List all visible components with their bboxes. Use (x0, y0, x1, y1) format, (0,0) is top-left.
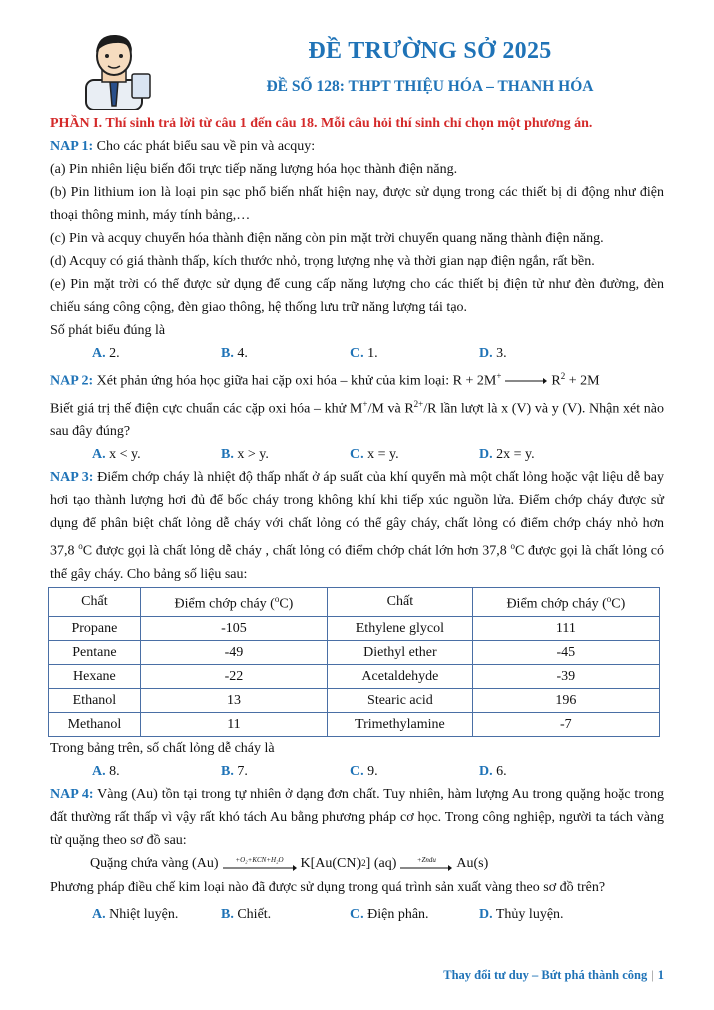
table-cell: 196 (472, 688, 659, 712)
table-header-cell (140, 587, 327, 616)
option-b[interactable] (221, 903, 350, 926)
option-d[interactable] (479, 903, 608, 926)
question-1-ask: Số phát biểu đúng là (50, 323, 166, 338)
option-letter: B. (221, 763, 234, 779)
option-text: 2x = y. (492, 447, 535, 463)
option-text: 2. (105, 346, 120, 361)
option-text: 4. (233, 346, 248, 361)
option-letter: A. (92, 906, 106, 922)
option-text: 3. (492, 346, 507, 361)
scheme-intermediate: K[Au(CN) (300, 856, 362, 872)
text-segment: C được gọi là chất lỏng có thể gây cháy. Cho bảng số liệu sau: (50, 543, 664, 582)
table-cell: -22 (140, 664, 327, 688)
question-1-stem (50, 135, 664, 158)
table-cell: 13 (140, 688, 327, 712)
text-segment: Biết giá trị thế điện cực chuẩn các cặp oxi hóa – khử M (50, 401, 363, 417)
table-cell: Trimethylamine (328, 712, 473, 736)
text-segment: /M và R (367, 401, 414, 417)
question-1-statement-e: (e) Pin mặt trời có thể được sử dụng để cung cấp năng lượng cho các thiết bị điện tử như đèn đường, đèn chiếu sáng công cộng, đèn giao thông, hệ thống lưu trữ năng lượng tái tạo. (50, 277, 664, 315)
option-text: 6. (492, 763, 507, 779)
option-letter: B. (221, 346, 234, 361)
option-a[interactable] (92, 903, 221, 926)
page-header (0, 0, 714, 110)
option-a[interactable] (92, 443, 221, 466)
page-number: 1 (657, 968, 664, 982)
question-2-text: Xét phản ứng hóa học giữa hai cặp oxi hóa – khử của kim loại: R + 2M (93, 373, 497, 389)
option-b[interactable] (221, 760, 350, 783)
table-row (49, 664, 660, 688)
question-4-text: Vàng (Au) tồn tại trong tự nhiên ở dạng đơn chất. Tuy nhiên, hàm lượng Au trong quặng hoặc trong đất thường rất thấp vì vậy rất khó tách Au bằng phương pháp cơ học. Trong công nghiệp, người ta tách vàng từ quặng theo sơ đồ sau: (50, 786, 664, 848)
option-a[interactable] (92, 760, 221, 783)
option-c[interactable] (350, 342, 479, 365)
table-cell: Ethanol (49, 688, 141, 712)
option-text: 8. (105, 763, 120, 779)
table-cell: Stearic acid (328, 688, 473, 712)
option-text: Nhiệt luyện. (105, 906, 179, 922)
option-text: Điện phân. (363, 906, 429, 922)
option-letter: B. (221, 906, 234, 922)
option-letter: C. (350, 906, 364, 922)
table-header-row (49, 587, 660, 616)
table-cell: -45 (472, 640, 659, 664)
table-cell: 11 (140, 712, 327, 736)
option-letter: C. (350, 763, 364, 779)
option-letter: D. (479, 346, 493, 361)
option-a[interactable] (92, 342, 221, 365)
option-text: x > y. (233, 447, 269, 463)
question-2-options (50, 443, 664, 466)
table-header-cell: Chất (328, 587, 473, 616)
option-c[interactable] (350, 760, 479, 783)
option-letter: D. (479, 763, 493, 779)
option-text: Thủy luyện. (492, 906, 564, 922)
option-d[interactable] (479, 760, 608, 783)
option-text: 9. (363, 763, 378, 779)
reaction-arrow-icon (505, 377, 547, 385)
header-text: C) (611, 596, 626, 612)
question-1-statement-c: (c) Pin và acquy chuyển hóa thành điện năng còn pin mặt trời chuyển quang năng thành điện năng. (50, 231, 604, 246)
option-letter: A. (92, 447, 106, 463)
table-row (49, 640, 660, 664)
superscript: + (496, 371, 502, 381)
header-text: C) (279, 596, 294, 612)
question-1-label: NAP 1: (50, 139, 94, 154)
footer-slogan: Thay đổi tư duy – Bứt phá thành công (443, 968, 648, 982)
subscript: 2 (361, 858, 366, 869)
option-letter: D. (479, 906, 493, 922)
option-text: 7. (233, 763, 248, 779)
question-4-options (50, 903, 664, 926)
option-c[interactable] (350, 903, 479, 926)
option-d[interactable] (479, 342, 608, 365)
scheme-arrow-icon (223, 856, 297, 872)
degree-symbol: o (78, 541, 83, 552)
table-cell: Hexane (49, 664, 141, 688)
reaction-product-tail: + 2M (565, 373, 600, 389)
superscript: + (362, 398, 368, 409)
table-row (49, 688, 660, 712)
question-2-label: NAP 2: (50, 373, 94, 389)
option-d[interactable] (479, 443, 608, 466)
table-header-cell: Chất (49, 587, 141, 616)
scheme-start: Quặng chứa vàng (Au) (90, 856, 219, 872)
question-4-ask: Phương pháp điều chế kim loại nào đã được sử dụng trong quá trình sản xuất vàng theo sơ đồ trên? (50, 879, 606, 895)
text-segment: C được gọi là chất lỏng dễ cháy , chất lỏng có điểm chớp chát lớn hơn 37,8 (82, 543, 511, 559)
option-b[interactable] (221, 443, 350, 466)
scheme-end: Au(s) (456, 856, 489, 872)
scheme-arrow-icon (400, 856, 452, 872)
option-letter: D. (479, 447, 493, 463)
option-letter: B. (221, 447, 234, 463)
option-letter: A. (92, 763, 106, 779)
option-letter: A. (92, 346, 106, 361)
question-1-statement-b: (b) Pin lithium ion là loại pin sạc phổ biến nhất hiện nay, được sử dụng trong các thiết bị di động như điện thoại thông minh, máy tính bảng,… (50, 185, 664, 223)
table-header-cell (472, 587, 659, 616)
text-segment: /R lần lượt là x (V) và y (V). Nhận xét nào sau đây đúng? (50, 401, 664, 440)
question-1-options (50, 342, 664, 365)
question-1-statement-a: (a) Pin nhiên liệu biến đổi trực tiếp năng lượng hóa học thành điện năng. (50, 162, 458, 177)
option-text: x = y. (363, 447, 399, 463)
question-1-statement-d: (d) Acquy có giá thành thấp, kích thước nhỏ, trọng lượng nhẹ và thời gian nạp điện ngắn, rất bền. (50, 254, 595, 269)
degree-symbol: o (510, 541, 515, 552)
question-1-text: Cho các phát biểu sau về pin và acquy: (93, 139, 316, 154)
exam-content (50, 112, 664, 926)
superscript: 2+ (413, 398, 424, 409)
degree-symbol: o (606, 593, 612, 604)
question-2-stem (50, 365, 664, 393)
table-cell: Acetaldehyde (328, 664, 473, 688)
option-letter: C. (350, 346, 364, 361)
table-cell: Propane (49, 616, 141, 640)
question-3-ask: Trong bảng trên, số chất lỏng dễ cháy là (50, 740, 275, 756)
text-segment: Điểm chớp cháy là nhiệt độ thấp nhất ở áp suất của khí quyển mà một chất lỏng hoặc vật liệu dễ bay hơi tạo thành lượng hơi đủ để bốc cháy trong không khí khi tiếp xúc nguồn lửa. Điểm chớp cháy được sử dụng để phân biệt chất lỏng dễ cháy với chất lỏng có thể gây cháy, chất lỏng có điểm chớp cháy nhỏ hơn 37,8 (50, 470, 664, 559)
question-2-detail (50, 393, 664, 444)
option-b[interactable] (221, 342, 350, 365)
table-cell: Diethyl ether (328, 640, 473, 664)
arrow-condition: +O₂+KCN+H₂O (235, 855, 284, 864)
option-c[interactable] (350, 443, 479, 466)
superscript: 2 (560, 371, 566, 381)
footer-divider: | (651, 968, 654, 982)
table-cell: -49 (140, 640, 327, 664)
question-3-label: NAP 3: (50, 470, 94, 486)
header-text: Điểm chớp cháy ( (506, 596, 607, 612)
option-text: Chiết. (233, 906, 272, 922)
page-title: ĐỀ TRƯỜNG SỞ 2025 (308, 38, 552, 64)
option-text: 1. (363, 346, 378, 361)
option-text: x < y. (105, 447, 141, 463)
question-4-stem (50, 783, 664, 852)
flash-point-table (48, 587, 660, 737)
table-cell: -7 (472, 712, 659, 736)
option-letter: C. (350, 447, 364, 463)
arrow-condition: +Zndu (416, 855, 436, 864)
table-cell: Methanol (49, 712, 141, 736)
table-row (49, 616, 660, 640)
table-cell: -105 (140, 616, 327, 640)
exam-subtitle: ĐỀ SỐ 128: THPT THIỆU HÓA – THANH HÓA (266, 78, 594, 95)
teacher-avatar-icon (72, 26, 156, 110)
section-heading: PHẦN I. Thí sinh trả lời từ câu 1 đến câu 18. Mỗi câu hỏi thí sinh chỉ chọn một phương án. (50, 116, 593, 131)
question-3-options (50, 760, 664, 783)
question-3-stem (50, 466, 664, 586)
reaction-product: R (551, 373, 561, 389)
table-cell: 111 (472, 616, 659, 640)
table-cell: Ethylene glycol (328, 616, 473, 640)
degree-symbol: o (274, 593, 280, 604)
header-text: Điểm chớp cháy ( (174, 596, 275, 612)
question-4-label: NAP 4: (50, 786, 94, 802)
gold-extraction-scheme (50, 852, 664, 876)
scheme-intermediate-tail: ] (aq) (365, 856, 397, 872)
table-cell: -39 (472, 664, 659, 688)
page-footer (443, 968, 664, 983)
table-row (49, 712, 660, 736)
table-cell: Pentane (49, 640, 141, 664)
